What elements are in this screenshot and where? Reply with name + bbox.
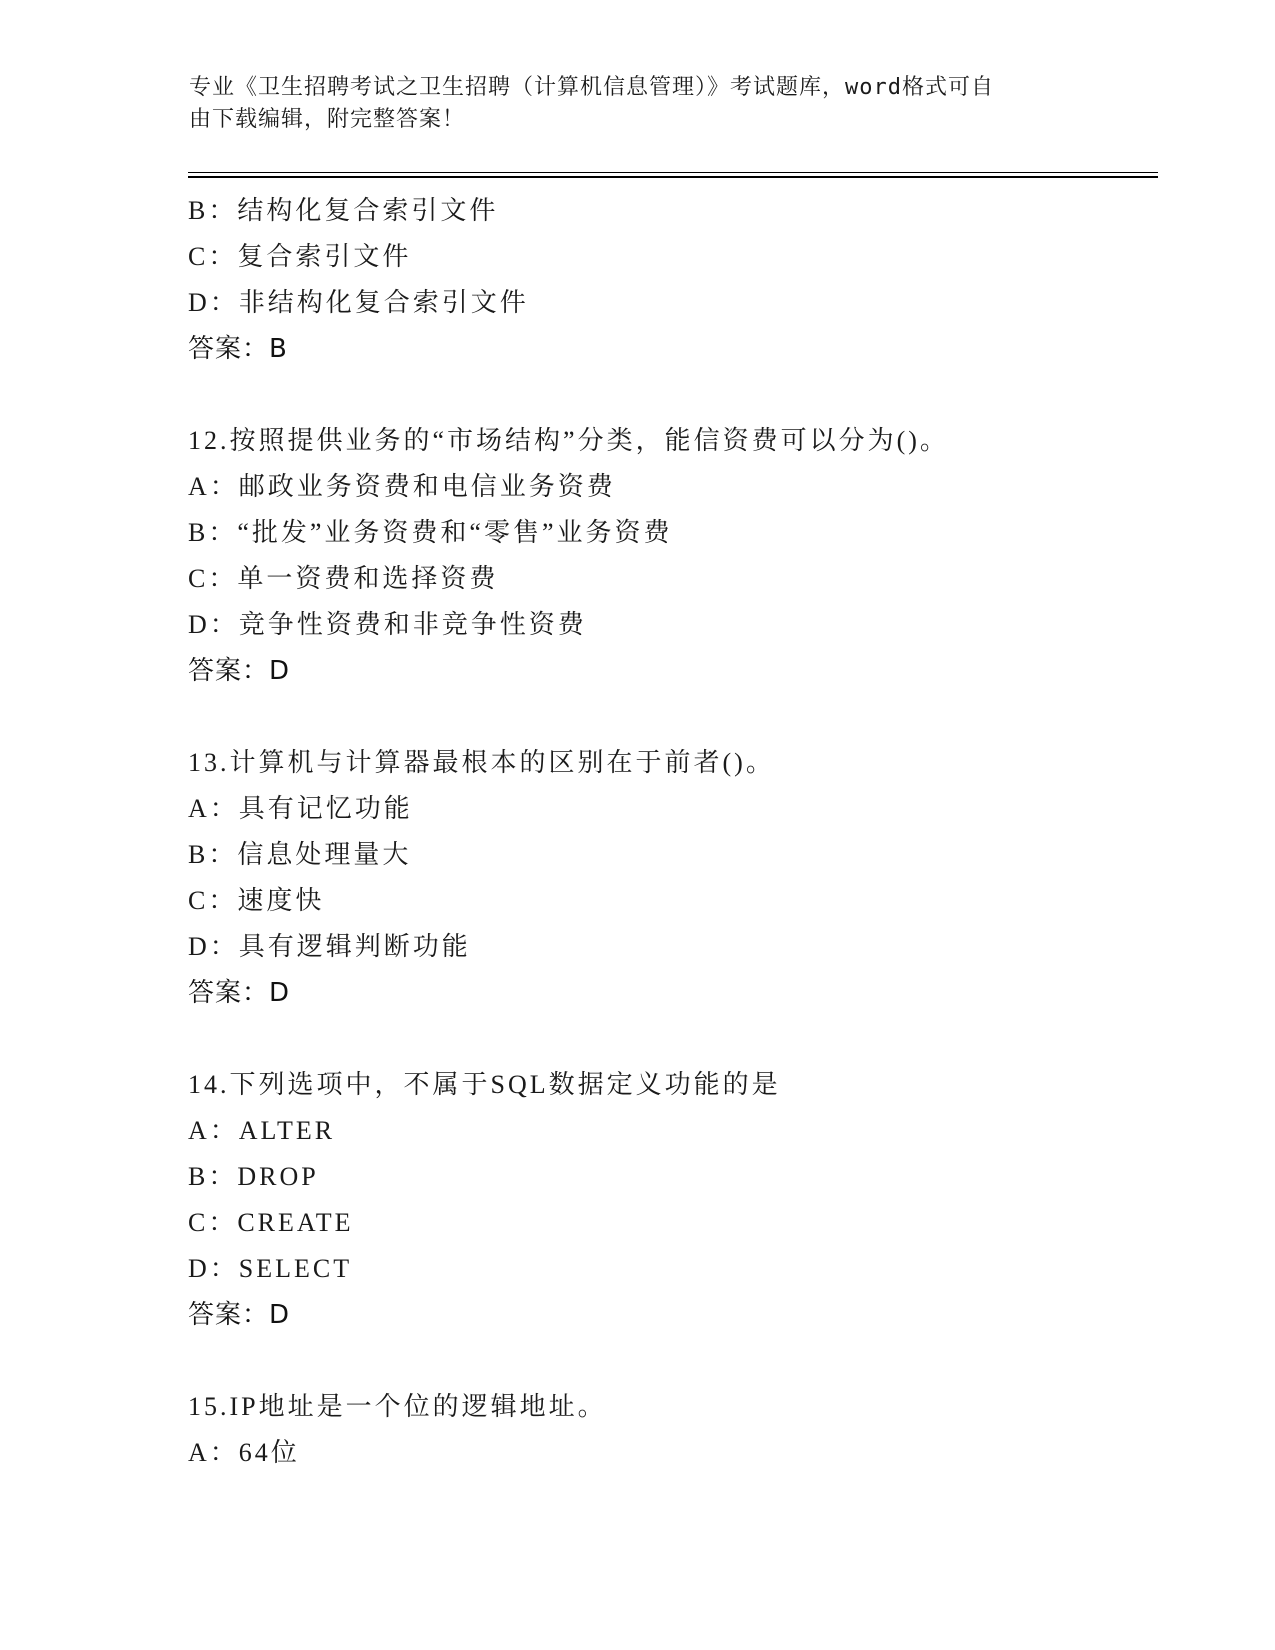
question-list [188, 188, 1188, 1476]
spacer [188, 372, 1188, 418]
option-d: D：SELECT [188, 1254, 353, 1283]
option-a: A：邮政业务资费和电信业务资费 [188, 472, 616, 501]
option-c: C：速度快 [188, 886, 325, 915]
question-stem: 15.IP地址是一个位的逻辑地址。 [188, 1392, 607, 1421]
spacer [188, 1016, 1188, 1062]
option-a: A：具有记忆功能 [188, 794, 413, 823]
answer-line: 答案：D [188, 1300, 291, 1330]
option-b: B：信息处理量大 [188, 840, 412, 869]
option-b: B：结构化复合索引文件 [188, 196, 499, 225]
header-line-1: 专业《卫生招聘考试之卫生招聘（计算机信息管理）》考试题库，word格式可自 [189, 75, 994, 100]
option-c: C：复合索引文件 [188, 242, 412, 271]
header-line-2: 由下载编辑，附完整答案！ [189, 107, 466, 132]
question-13 [188, 740, 1188, 1016]
option-a: A：64位 [188, 1438, 300, 1467]
option-b: B：DROP [188, 1162, 319, 1191]
option-c: C：单一资费和选择资费 [188, 564, 499, 593]
header-divider-thick [188, 176, 1158, 178]
question-12 [188, 418, 1188, 694]
question-stem: 12.按照提供业务的“市场结构”分类，能信资费可以分为()。 [188, 426, 949, 455]
spacer [188, 694, 1188, 740]
spacer [188, 1338, 1188, 1384]
question-stem: 13.计算机与计算器最根本的区别在于前者()。 [188, 748, 775, 777]
document-header [189, 72, 1089, 136]
answer-line: 答案：D [188, 978, 291, 1008]
header-divider-thin [188, 172, 1158, 173]
answer-line: 答案：B [188, 334, 288, 364]
question-14 [188, 1062, 1188, 1338]
option-d: D：竞争性资费和非竞争性资费 [188, 610, 587, 639]
option-d: D：具有逻辑判断功能 [188, 932, 471, 961]
option-b: B：“批发”业务资费和“零售”业务资费 [188, 518, 673, 547]
question-11-continuation [188, 188, 1188, 372]
question-15 [188, 1384, 1188, 1476]
option-d: D：非结构化复合索引文件 [188, 288, 529, 317]
option-c: C：CREATE [188, 1208, 354, 1237]
option-a: A：ALTER [188, 1116, 336, 1145]
answer-line: 答案：D [188, 656, 291, 686]
question-stem: 14.下列选项中，不属于SQL数据定义功能的是 [188, 1070, 781, 1099]
